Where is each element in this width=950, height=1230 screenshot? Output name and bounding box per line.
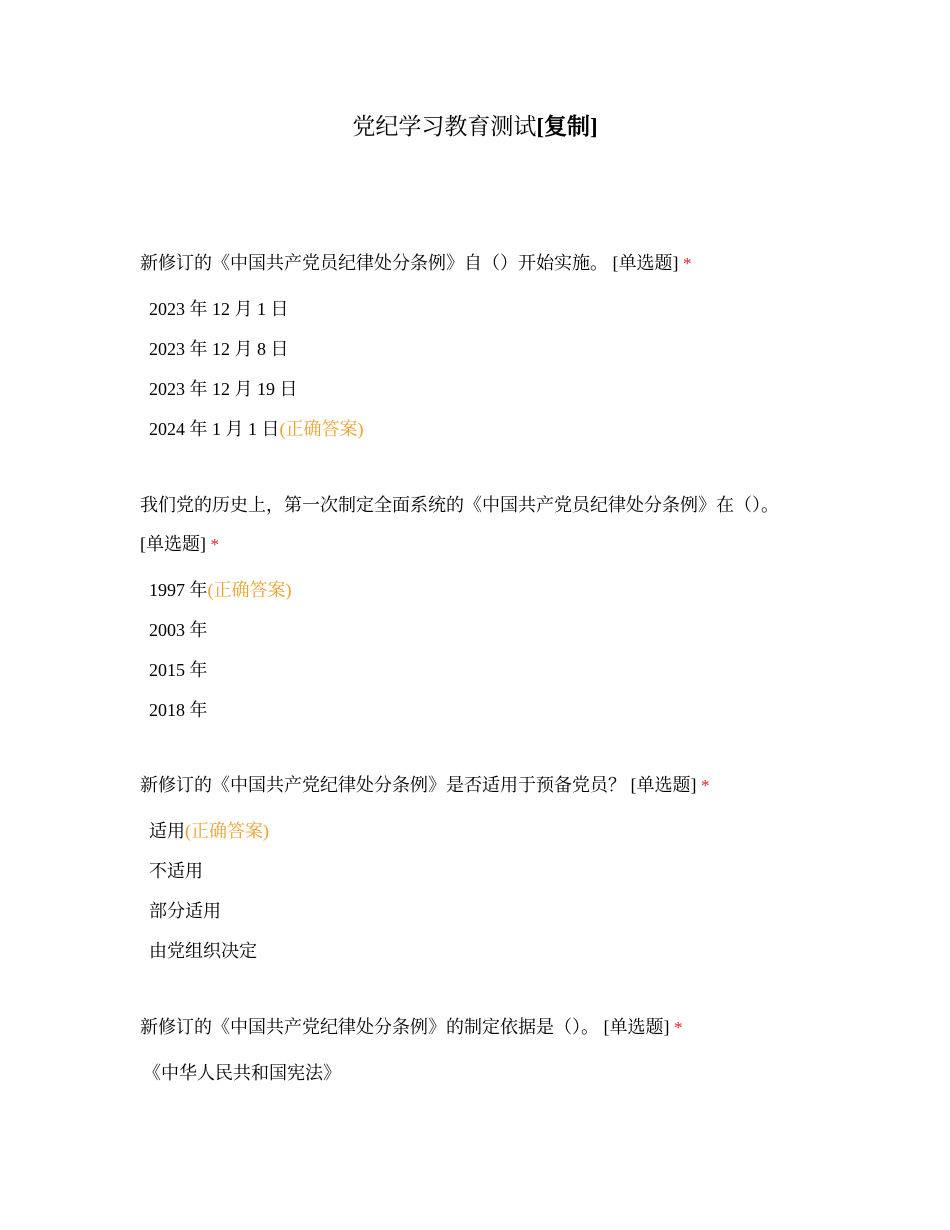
title-main: 党纪学习教育测试	[352, 114, 537, 139]
option-item[interactable]	[140, 650, 800, 690]
option-item[interactable]	[140, 409, 800, 449]
option-label: 2023 年 12 月 19 日	[149, 379, 298, 399]
option-item[interactable]	[140, 610, 800, 650]
correct-answer-label: (正确答案)	[185, 821, 269, 841]
option-label: 不适用	[149, 861, 203, 881]
option-label: 2003 年	[149, 620, 208, 640]
title-suffix: [复制]	[536, 114, 598, 139]
correct-answer-label: (正确答案)	[207, 580, 292, 600]
question-4	[140, 1008, 800, 1093]
question-4-text: 新修订的《中国共产党纪律处分条例》的制定依据是（）。	[140, 1017, 599, 1037]
option-label: 1997 年	[149, 580, 208, 600]
option-label: 2015 年	[149, 660, 208, 680]
question-1	[140, 244, 800, 449]
page-title	[0, 110, 950, 144]
option-label: 2024 年 1 月 1 日	[149, 419, 280, 439]
question-4-options	[140, 1053, 800, 1093]
question-3-options	[140, 811, 800, 971]
option-item[interactable]	[140, 369, 800, 409]
required-mark: *	[674, 1018, 683, 1037]
question-3-stem	[140, 766, 800, 805]
question-2-text: 我们党的历史上，第一次制定全面系统的《中国共产党员纪律处分条例》在（）。	[140, 495, 779, 515]
option-label: 部分适用	[149, 901, 221, 921]
question-3-text: 新修订的《中国共产党纪律处分条例》是否适用于预备党员？	[140, 775, 626, 795]
question-4-stem	[140, 1008, 800, 1047]
option-label: 由党组织决定	[149, 941, 257, 961]
option-item[interactable]	[140, 811, 800, 851]
option-item[interactable]	[140, 1053, 800, 1093]
option-item[interactable]	[140, 690, 800, 730]
option-item[interactable]	[140, 289, 800, 329]
question-type-label: [单选题]	[630, 775, 697, 795]
question-2-options	[140, 570, 800, 730]
option-label: 适用	[149, 821, 185, 841]
option-item[interactable]	[140, 851, 800, 891]
option-label: 2023 年 12 月 1 日	[149, 299, 289, 319]
correct-answer-label: (正确答案)	[279, 419, 364, 439]
required-mark: *	[210, 535, 219, 554]
question-2-stem	[140, 486, 800, 564]
question-type-label: [单选题]	[612, 253, 679, 273]
required-mark: *	[701, 776, 710, 795]
option-item[interactable]	[140, 891, 800, 931]
required-mark: *	[683, 254, 692, 273]
option-label: 2018 年	[149, 700, 208, 720]
option-label: 《中华人民共和国宪法》	[143, 1063, 341, 1083]
question-type-label: [单选题]	[603, 1017, 670, 1037]
question-2	[140, 486, 800, 730]
option-item[interactable]	[140, 931, 800, 971]
question-type-label: [单选题]	[140, 534, 206, 554]
question-1-stem	[140, 244, 800, 283]
question-3	[140, 766, 800, 971]
question-1-text: 新修订的《中国共产党员纪律处分条例》自（）开始实施。	[140, 253, 608, 273]
option-item[interactable]	[140, 570, 800, 610]
question-1-options	[140, 289, 800, 449]
option-item[interactable]	[140, 329, 800, 369]
option-label: 2023 年 12 月 8 日	[149, 339, 289, 359]
